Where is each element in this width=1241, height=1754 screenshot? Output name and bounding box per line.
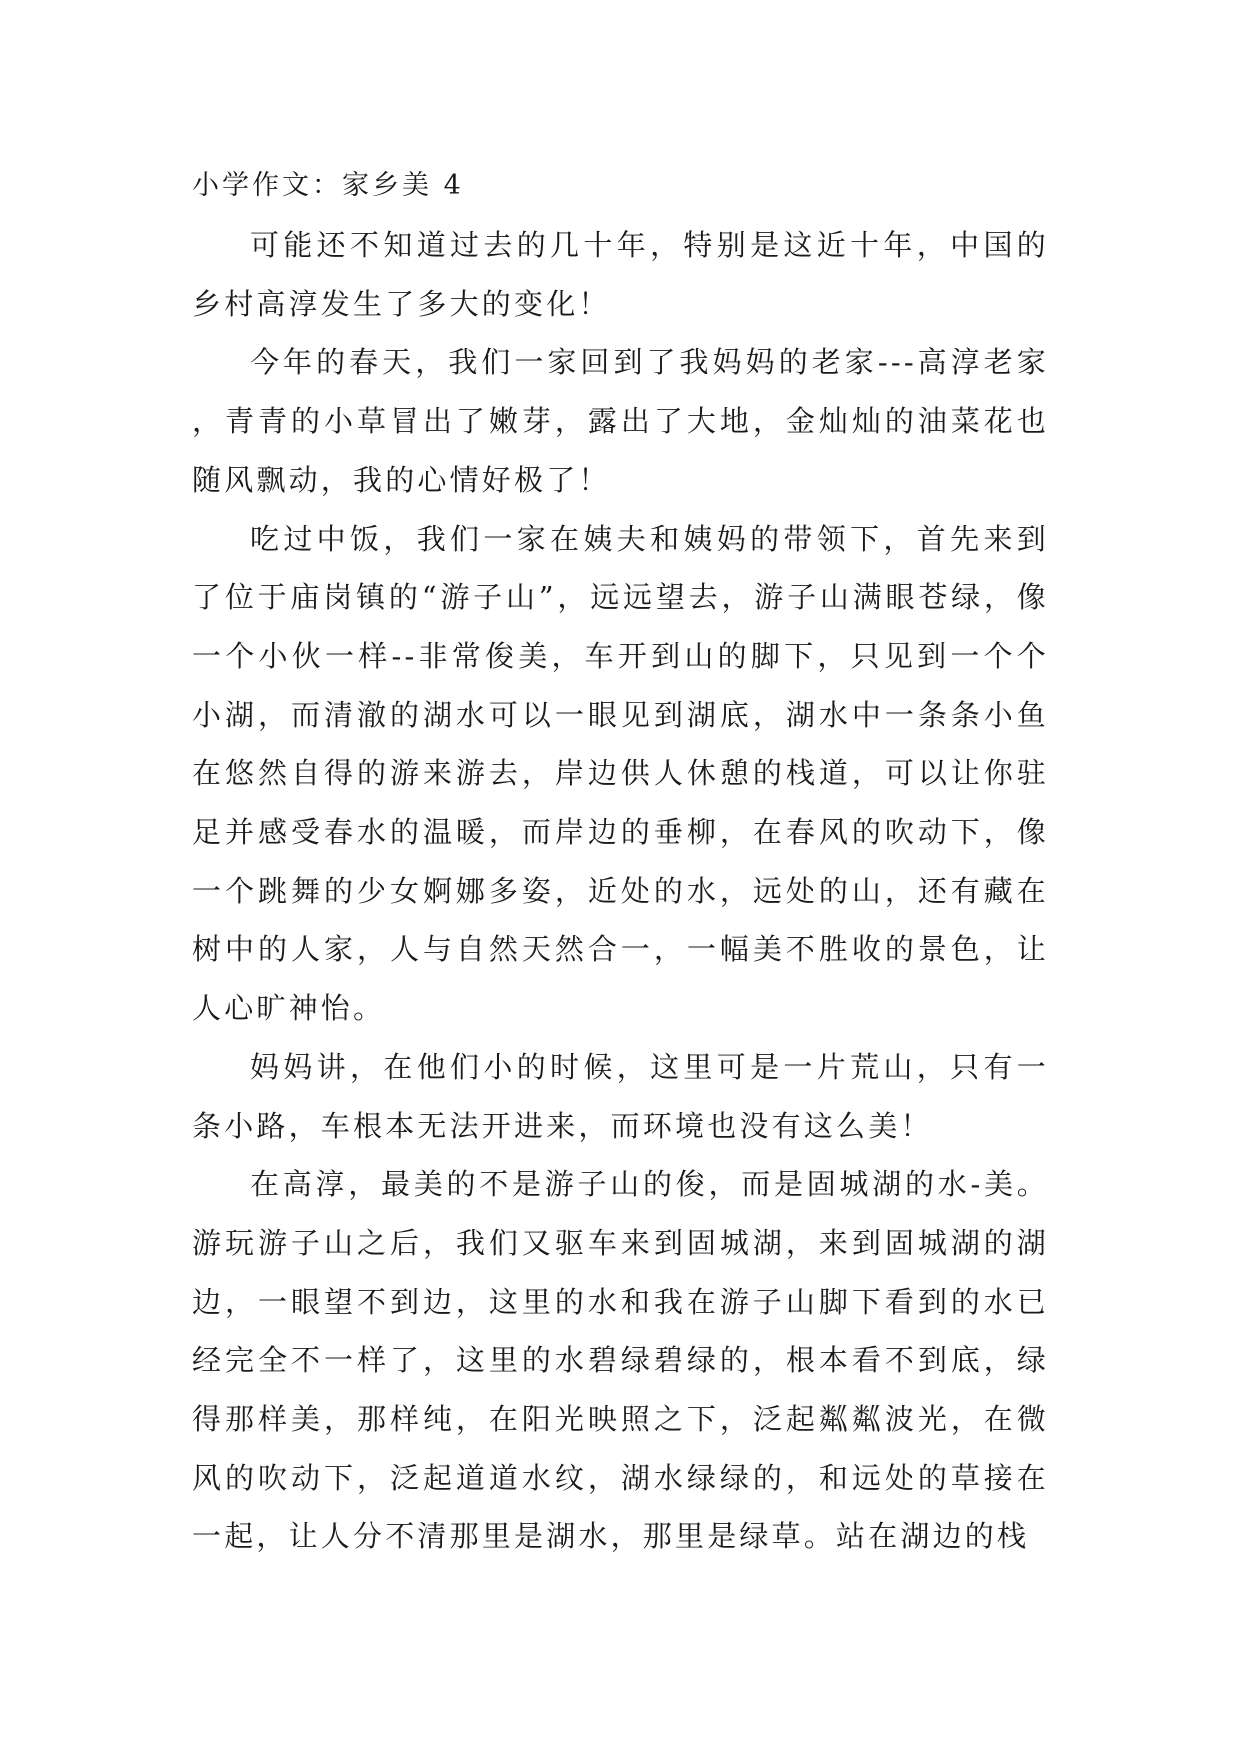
- paragraph-2: 今年的春天，我们一家回到了我妈妈的老家---高淳老家，青青的小草冒出了嫩芽，露出了大地，金灿灿的油菜花也随风飘动，我的心情好极了！: [192, 345, 1049, 497]
- document-title: 小学作文：家乡美 4: [192, 170, 464, 201]
- document-page: [192, 158, 1049, 1566]
- paragraph-5: 在高淳，最美的不是游子山的俊，而是固城湖的水-美。游玩游子山之后，我们又驱车来到固城湖，来到固城湖的湖边，一眼望不到边，这里的水和我在游子山脚下看到的水已经完全不一样了，这里的水碧绿碧绿的，根本看不到底，绿得那样美，那样纯，在阳光映照之下，泛起粼粼波光，在微风的吹动下，泛起道道水纹，湖水绿绿的，和远处的草接在一起，让人分不清那里是湖水，那里是绿草。站在湖边的栈: [192, 1167, 1049, 1554]
- paragraph-1: 可能还不知道过去的几十年，特别是这近十年，中国的乡村高淳发生了多大的变化！: [192, 228, 1049, 321]
- paragraph-3: 吃过中饭，我们一家在姨夫和姨妈的带领下，首先来到了位于庙岗镇的“游子山”，远远望去，游子山满眼苍绿，像一个小伙一样--非常俊美，车开到山的脚下，只见到一个个小湖，而清澈的湖水可以一眼见到湖底，湖水中一条条小鱼在悠然自得的游来游去，岸边供人休憩的栈道，可以让你驻足并感受春水的温暖，而岸边的垂柳，在春风的吹动下，像一个跳舞的少女婀娜多姿，近处的水，远处的山，还有藏在树中的人家，人与自然天然合一，一幅美不胜收的景色，让人心旷神怡。: [192, 521, 1049, 1026]
- paragraph-4: 妈妈讲，在他们小的时候，这里可是一片荒山，只有一条小路，车根本无法开进来，而环境也没有这么美！: [192, 1049, 1049, 1143]
